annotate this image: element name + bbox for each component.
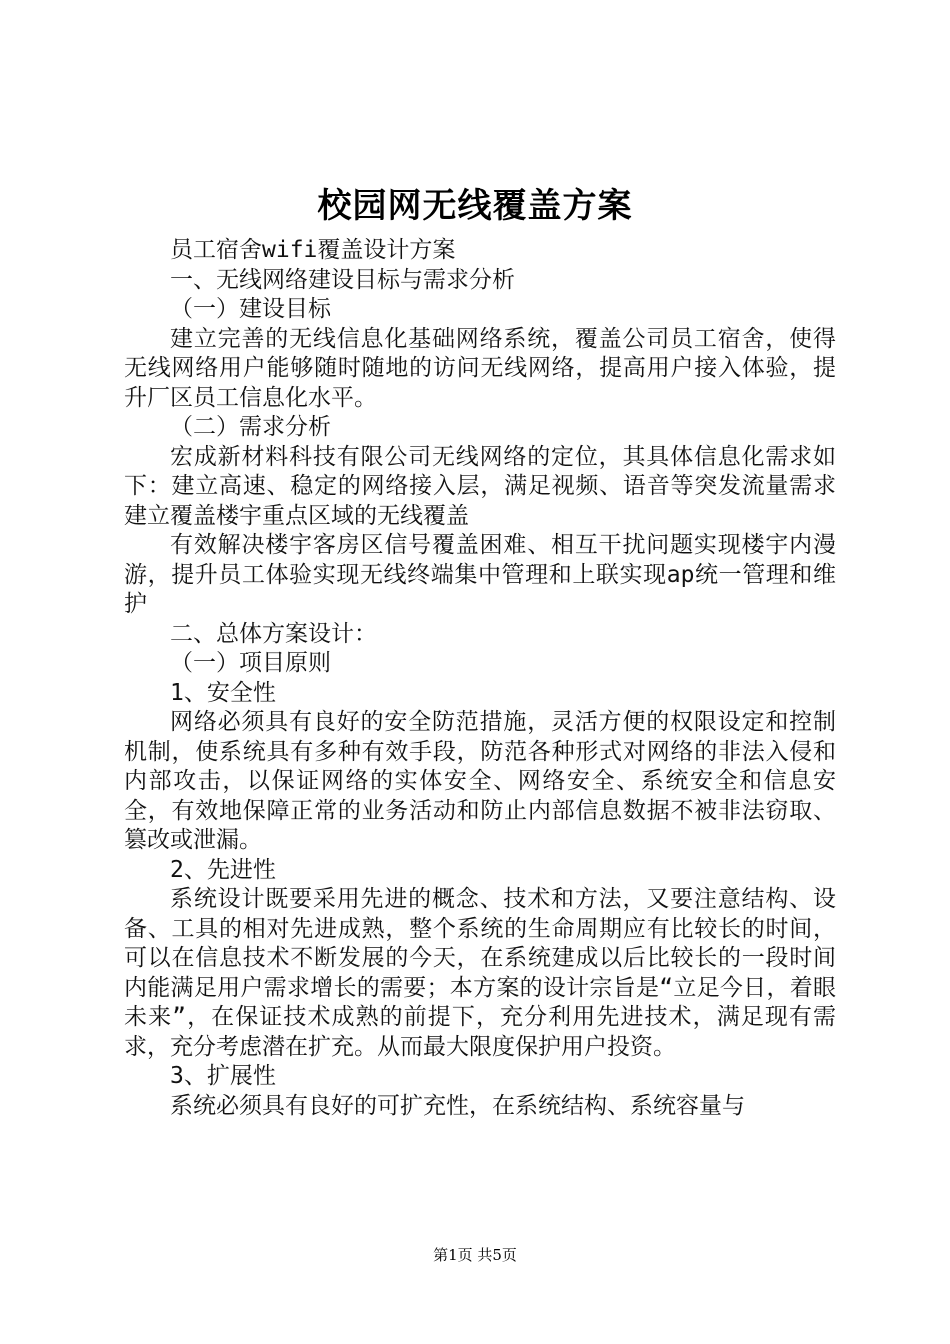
- page-footer: 第1页 共5页: [433, 1246, 517, 1264]
- subsection-heading: （一）项目原则: [170, 650, 331, 676]
- paragraph: 网络必须具有良好的安全防范措施，灵活方便的权限设定和控制机制，使系统具有多种有效手段，防范各种形式对网络的非法入侵和内部攻击，以保证网络的实体安全、网络安全、系统安全和信息安全，有效地保障正常的业务活动和防止内部信息数据不被非法窃取、篡改或泄漏。: [124, 709, 836, 853]
- item-heading: 3、扩展性: [170, 1063, 276, 1089]
- paragraph: 系统必须具有良好的可扩充性，在系统结构、系统容量与: [170, 1092, 745, 1119]
- subsection-heading: （一）建设目标: [170, 296, 331, 322]
- document-title: 校园网无线覆盖方案: [317, 186, 633, 226]
- section-heading: 二、总体方案设计：: [170, 620, 377, 647]
- section-heading: 一、无线网络建设目标与需求分析: [170, 266, 515, 293]
- subsection-heading: （二）需求分析: [170, 414, 331, 440]
- paragraph: 建立完善的无线信息化基础网络系统，覆盖公司员工宿舍，使得无线网络用户能够随时随地的访问无线网络，提高用户接入体验，提升厂区员工信息化水平。: [124, 325, 836, 411]
- item-heading: 2、先进性: [170, 856, 276, 883]
- paragraph: 系统设计既要采用先进的概念、技术和方法，又要注意结构、设备、工具的相对先进成熟，整个系统的生命周期应有比较长的时间，可以在信息技术不断发展的今天，在系统建成以后比较长的一段时间内能满足用户需求增长的需要；本方案的设计宗旨是“立足今日，着眼未来”，在保证技术成熟的前提下，充分利用先进技术，满足现有需求，充分考虑潜在扩充。从而最大限度保护用户投资。: [124, 886, 836, 1060]
- paragraph: 有效解决楼宇客房区信号覆盖困难、相互干扰问题实现楼宇内漫游，提升员工体验实现无线终端集中管理和上联实现ap统一管理和维护: [124, 532, 836, 617]
- paragraph: 员工宿舍wifi覆盖设计方案: [170, 237, 456, 263]
- item-heading: 1、安全性: [170, 679, 276, 706]
- document-body: [124, 236, 836, 1121]
- paragraph: 宏成新材料科技有限公司无线网络的定位，其具体信息化需求如下：建立高速、稳定的网络接入层，满足视频、语音等突发流量需求建立覆盖楼宇重点区域的无线覆盖: [124, 443, 836, 529]
